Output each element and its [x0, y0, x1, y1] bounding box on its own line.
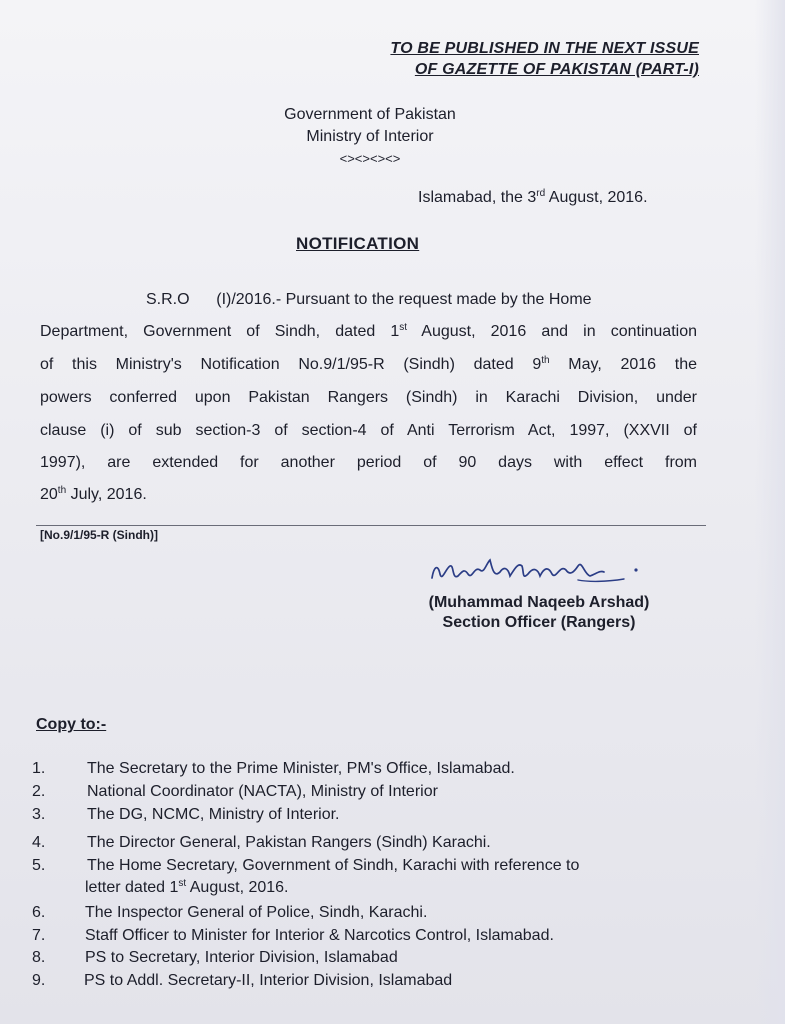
handwritten-signature [428, 552, 648, 588]
body-line-7: 20th July, 2016. [40, 485, 147, 503]
document-page: TO BE PUBLISHED IN THE NEXT ISSUE OF GAZETTE OF PAKISTAN (PART-I) Government of Pakistan Ministry of Interior <><><><> Islamabad, the 3rd August, 2016. NOTIFICATION S.R.O (I)/2016.- Pursuant to the request made by the Home Department, Government of Sindh, dated 1st August, 2016 and in continuation of this Ministry's Notification No.9/1/95-R (Sindh) dated 9th May, 2016 the powers conferred upon Pakistan Rangers (Sindh) in Karachi Division, under clause (i) of sub section-3 of section-4 of Anti Terrorism Act, 1997, (XXVII of 1997), are extended for another period of 90 days with effect from 20th July, 2016. [No.9/1/95-R (Sindh)] (Muhammad Naqeeb Arshad) Section Officer (Rangers) Copy to:- 1. The Secretary to the Prime Minister, PM's Office, Islamabad. 2. National Coordinator (NACTA), Ministry of Interior 3. The DG, NCMC, Ministry of Interior. 4. The Director General, Pakistan Rangers (Sindh) Karachi. 5. The Home Secretary, Government of Sindh, Karachi with reference to letter dated 1st August, 2016. 6. The Inspector General of Police, Sindh, Karachi. 7. Staff Officer to Minister for Interior & Narcotics Control, Islamabad. 8. PS to Secretary, Interior Division, Islamabad 9. PS to Addl. Secretary-II, Interior Division, Islamabad [0, 0, 785, 1024]
publish-notice-line-1: TO BE PUBLISHED IN THE NEXT ISSUE [390, 40, 699, 57]
body-line-6: 1997), are extended for another period of 90 days with effect from [40, 454, 697, 471]
signatory-name: (Muhammad Naqeeb Arshad) [428, 594, 650, 611]
file-number: [No.9/1/95-R (Sindh)] [40, 528, 159, 542]
body-line-2: Department, Government of Sindh, dated 1st August, 2016 and in continuation [40, 322, 697, 340]
copy-to-heading: Copy to:- [36, 716, 107, 733]
notification-title: NOTIFICATION [296, 234, 420, 253]
signatory-designation: Section Officer (Rangers) [442, 614, 636, 631]
header-ornament: <><><><> [339, 151, 401, 166]
body-line-1: S.R.O (I)/2016.- Pursuant to the request made by the Home [146, 291, 592, 308]
body-line-4: powers conferred upon Pakistan Rangers (Sindh) in Karachi Division, under [40, 389, 697, 406]
government-name: Government of Pakistan [284, 106, 456, 123]
divider-rule [36, 525, 706, 526]
issue-date: Islamabad, the 3rd August, 2016. [418, 188, 648, 206]
publish-notice-line-2: OF GAZETTE OF PAKISTAN (PART-I) [414, 61, 699, 78]
body-line-3: of this Ministry's Notification No.9/1/95-R (Sindh) dated 9th May, 2016 the [40, 355, 698, 373]
ministry-name: Ministry of Interior [306, 128, 434, 145]
body-line-5: clause (i) of sub section-3 of section-4 of Anti Terrorism Act, 1997, (XXVII of [40, 422, 697, 439]
